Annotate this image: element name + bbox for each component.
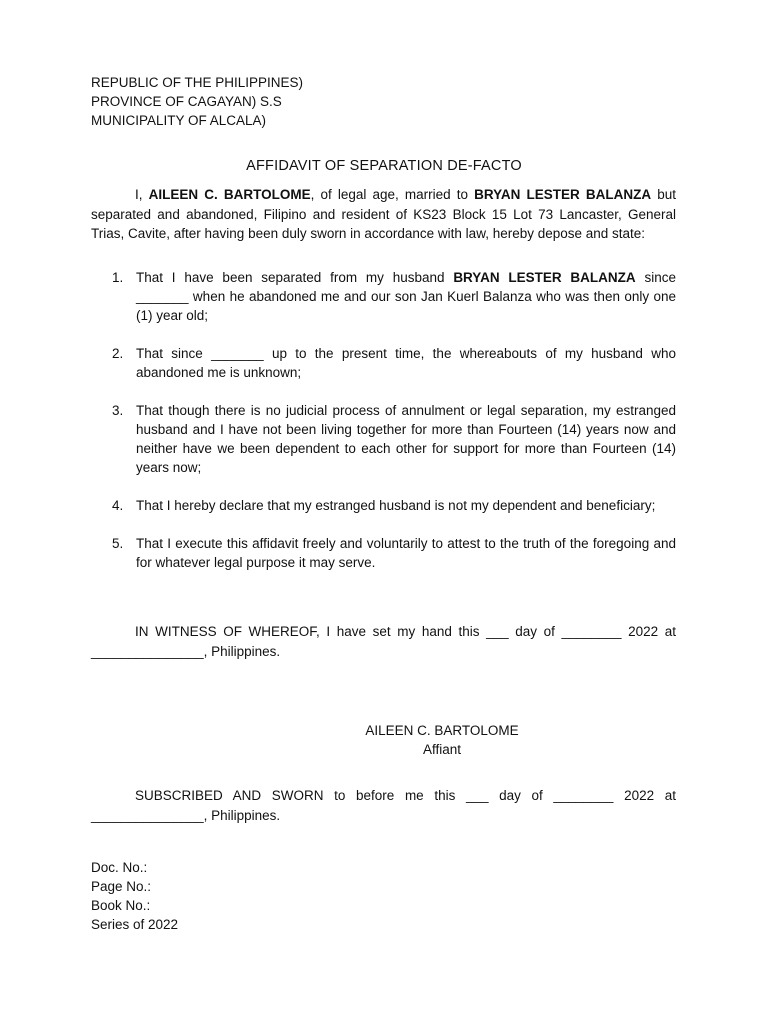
signature-block [326, 721, 558, 759]
clause-item [91, 268, 676, 325]
clause-text: That since _______ up to the present time, the whereabouts of my husband who abandoned me is unknown; [136, 346, 676, 380]
clause-number: 5. [112, 536, 124, 551]
notarial-register [91, 858, 178, 934]
clause-text: That I execute this affidavit freely and voluntarily to attest to the truth of the foregoing and for whatever legal purpose it may serve. [136, 536, 676, 570]
clause-number: 4. [112, 498, 124, 513]
clause-item [91, 401, 676, 477]
header-republic: REPUBLIC OF THE PHILIPPINES) [91, 75, 304, 90]
affiant-name: AILEEN C. BARTOLOME [148, 187, 311, 202]
clause-text: That though there is no judicial process of annulment or legal separation, my estranged husband and I have not been living together for more than Fourteen (14) years now and neither have we been dependent to each other for support for more than Fourteen (14) years now; [136, 403, 676, 475]
jurisdiction-header [91, 73, 303, 130]
intro-middle: , of legal age, married to [310, 187, 475, 202]
clause-list [91, 268, 676, 591]
clause-number: 2. [112, 346, 124, 361]
book-number-label: Book No.: [91, 898, 151, 913]
clause-number: 1. [112, 270, 124, 285]
clause-text: That I have been separated from my husband [136, 270, 454, 285]
clause-bold-text: BRYAN LESTER BALANZA [453, 270, 636, 285]
intro-paragraph [91, 185, 676, 244]
spouse-name: BRYAN LESTER BALANZA [474, 187, 652, 202]
page-number-label: Page No.: [91, 879, 152, 894]
clause-text-continued: since _______ when he abandoned me and our son Jan Kuerl Balanza who was then only one (1) year old; [136, 270, 676, 323]
clause-item [91, 344, 676, 382]
doc-number-label: Doc. No.: [91, 860, 148, 875]
jurat-paragraph: SUBSCRIBED AND SWORN to before me this ___ day of ________ 2022 at _______________, Philippines. [91, 788, 676, 823]
intro-prefix: I, [135, 187, 149, 202]
signatory-role: Affiant [422, 742, 462, 757]
clause-item [91, 534, 676, 572]
header-province: PROVINCE OF CAGAYAN) S.S [91, 94, 282, 109]
header-municipality: MUNICIPALITY OF ALCALA) [91, 113, 267, 128]
series-label: Series of 2022 [91, 917, 179, 932]
signatory-name: AILEEN C. BARTOLOME [365, 723, 519, 738]
witness-paragraph: IN WITNESS OF WHEREOF, I have set my hand this ___ day of ________ 2022 at _______________, Philippines. [91, 624, 676, 659]
clause-number: 3. [112, 403, 124, 418]
clause-text: That I hereby declare that my estranged husband is not my dependent and beneficiary; [136, 498, 656, 513]
clause-item [91, 496, 676, 515]
document-title: AFFIDAVIT OF SEPARATION DE-FACTO [246, 158, 522, 174]
intro-rest: but separated and abandoned, Filipino and resident of KS23 Block 15 Lot 73 Lancaster, General Trias, Cavite, after having been duly sworn in accordance with law, hereby depose and state: [91, 187, 676, 241]
